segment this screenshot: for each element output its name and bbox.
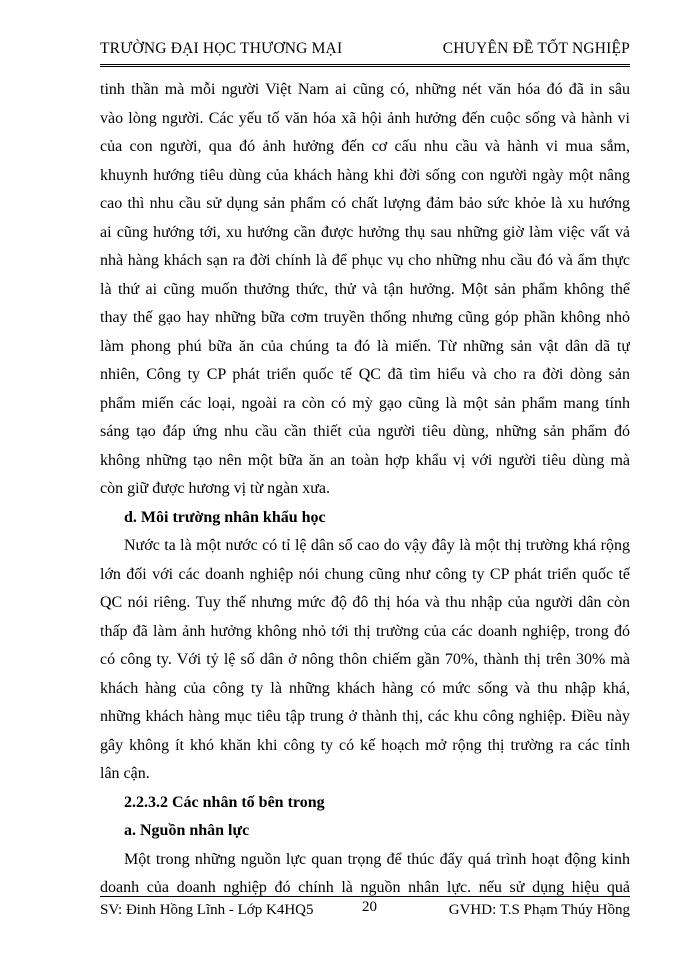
paragraph-line: vào lòng người. Các yếu tố văn hóa xã hội ảnh hưởng đến cuộc sống và hành vi [100, 109, 630, 127]
paragraph-line: có công ty. Với tỷ lệ số dân ở nông thôn chiếm gần 70%, thành thị trên 30% mà [100, 651, 630, 668]
paragraph-line: khách hàng của công ty là những khách hàng có mức sống và thu nhập khá, [100, 679, 630, 697]
paragraph-line: Một trong những nguồn lực quan trọng để thúc đẩy quá trình hoạt động kinh [124, 850, 630, 868]
paragraph-line: lân cận. [100, 765, 150, 782]
page-footer [100, 899, 630, 924]
footer-divider [100, 896, 630, 897]
paragraph-line: khuynh hướng tiêu dùng của khách hàng khi đời sống con người ngày một nâng [100, 166, 630, 184]
paragraph-line: nhiên, Công ty CP phát triển quốc tế QC đã tìm hiểu và cho ra đời dòng sản [100, 366, 630, 383]
paragraph-line: doanh của doanh nghiệp đó chính là nguồn nhân lực. nếu sử dụng hiệu quả [100, 879, 630, 896]
paragraph-line: QC nói riêng. Tuy thế nhưng mức độ đô thị hóa và thu nhập của người dân còn [100, 594, 630, 611]
paragraph-line: của con người, qua đó ảnh hưởng đến cơ cấu nhu cầu và hành vi mua sắm, [100, 138, 630, 155]
paragraph-line: gây không ít khó khăn khi công ty có kế hoạch mở rộng thị trường ra các tỉnh [100, 736, 630, 754]
paragraph-line: thấp đã làm ảnh hưởng không nhỏ tới thị trường của các doanh nghiệp, trong đó [100, 622, 630, 640]
paragraph-line: làm phong phú bữa ăn của chúng ta đó là miến. Từ những sản vật dân dã tự [100, 337, 630, 355]
header-document-type: CHUYÊN ĐỀ TỐT NGHIỆP [442, 40, 630, 57]
paragraph-line: không những tạo nên một bữa ăn an toàn hợp khẩu vị với người tiêu dùng mà [100, 451, 630, 469]
paragraph-line: là thứ ai cũng muốn thưởng thức, thử và tận hưởng. Một sản phẩm không thể [100, 280, 630, 298]
page-header [100, 38, 630, 67]
section-heading: a. Nguồn nhân lực [124, 822, 250, 839]
paragraph-line: phẩm miến các loại, ngoài ra còn có mỳ gạo cũng là một sản phẩm mang tính [100, 394, 630, 412]
footer-supervisor: GVHD: T.S Phạm Thúy Hồng [448, 902, 630, 918]
paragraph-line: Nước ta là một nước có tỉ lệ dân số cao do vậy đây là một thị trường khá rộng [124, 537, 630, 554]
paragraph-line: ai cũng hướng tới, xu hướng cần được hưởng thụ sau những giờ làm việc vất vả [100, 223, 630, 241]
paragraph-line: thay thế gạo hay những bữa cơm truyền thống nhưng cũng góp phần không nhỏ [100, 309, 630, 326]
paragraph-line: cao thì nhu cầu sử dụng sản phẩm có chất lượng đảm bảo sức khỏe là xu hướng [100, 195, 630, 212]
page-number: 20 [362, 899, 377, 915]
paragraph-line: lớn đối với các doanh nghiệp nói chung cũng như công ty CP phát triển quốc tế [100, 565, 630, 583]
body-text [100, 76, 630, 903]
header-school-name: TRƯỜNG ĐẠI HỌC THƯƠNG MẠI [100, 40, 343, 57]
paragraph-line: nhà hàng khách sạn ra đời chính là để phục vụ cho những nhu cầu đó và ẩm thực [100, 252, 630, 269]
section-heading: d. Môi trường nhân khẩu học [124, 508, 326, 526]
paragraph-line: sáng tạo đáp ứng nhu cầu cần thiết của người tiêu dùng, những sản phẩm đó [100, 423, 630, 440]
subsection-heading: 2.2.3.2 Các nhân tố bên trong [124, 793, 325, 811]
paragraph-line: còn giữ được hương vị từ ngàn xưa. [100, 480, 331, 497]
paragraph-line: những khách hàng mục tiêu tập trung ở thành thị, các khu công nghiệp. Điều này [100, 708, 630, 725]
paragraph-line: tinh thần mà mỗi người Việt Nam ai cũng có, những nét văn hóa đó đã in sâu [100, 81, 630, 98]
footer-student: SV: Đinh Hồng Lĩnh - Lớp K4HQ5 [100, 902, 314, 918]
